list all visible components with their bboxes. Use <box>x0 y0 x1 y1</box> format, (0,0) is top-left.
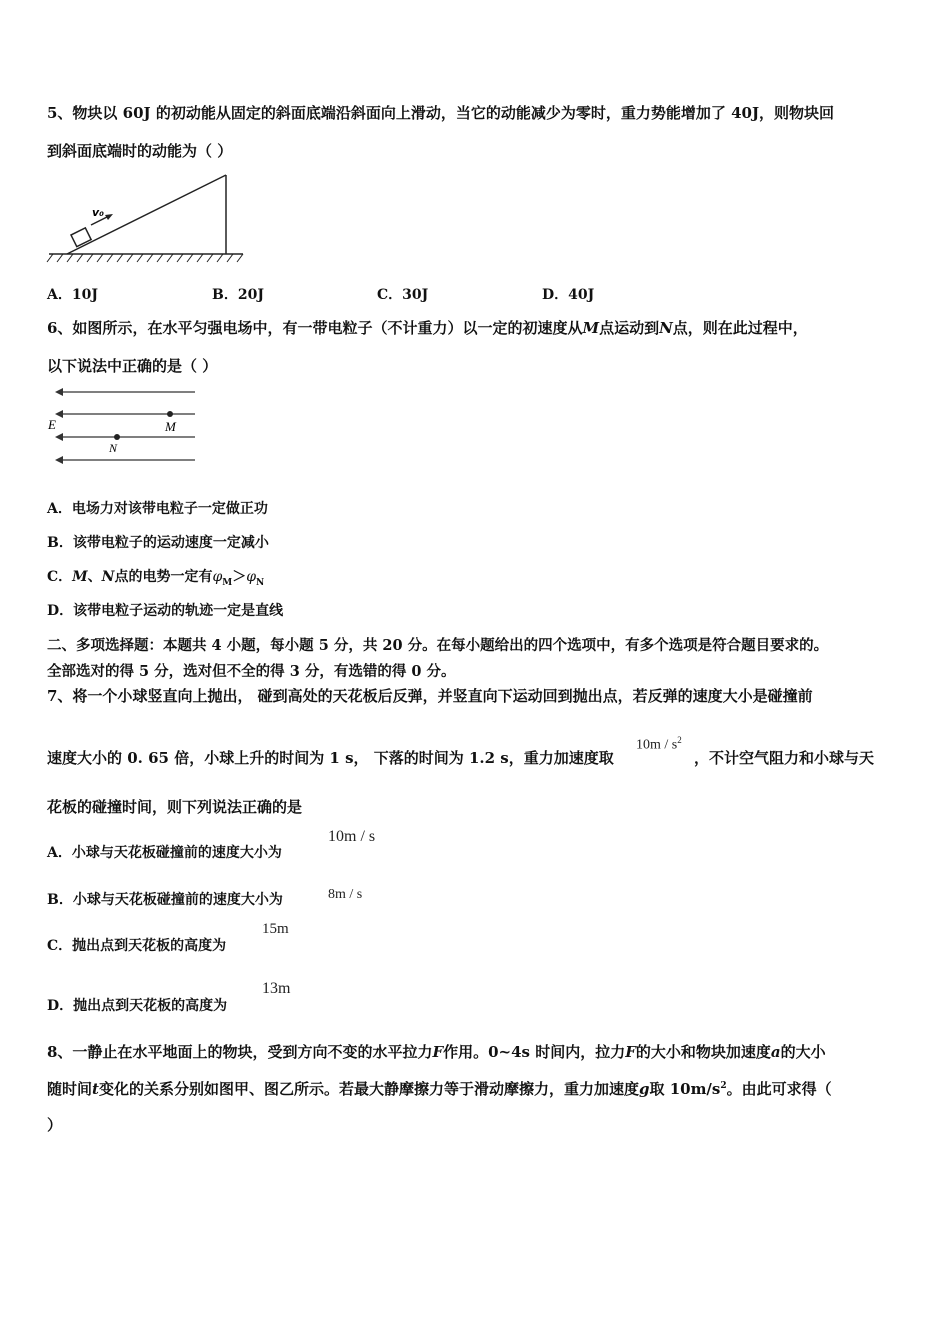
q7-text-line2b: ，不计空气阻力和小球与天 <box>694 749 875 767</box>
q7-text-line3: 花板的碰撞时间，则下列说法正确的是 <box>47 798 303 816</box>
q6-text-line1: 6、如图所示，在水平匀强电场中，有一带电粒子（不计重力）以一定的初速度从M点运动到N点，则在此过程中， <box>47 319 808 337</box>
point-n <box>114 434 120 440</box>
q7-option-d[interactable]: D．抛出点到天花板的高度为 <box>47 998 228 1014</box>
q5-text-line2: 到斜面底端时的动能为（ ） <box>47 142 233 160</box>
section2-heading-line1: 二、多项选择题：本题共 4 小题，每小题 5 分，共 20 分。在每小题给出的四个选项中，有多个选项是符合题目要求的。 <box>47 637 829 654</box>
q7-option-b-value: 8m / s <box>328 887 363 902</box>
q5-option-d[interactable]: D．40J <box>542 287 595 303</box>
q5-option-a[interactable]: A．10J <box>47 287 98 303</box>
q6-option-d[interactable]: D．该带电粒子运动的轨迹一定是直线 <box>47 603 284 619</box>
q7-option-c[interactable]: C．抛出点到天花板的高度为 <box>47 938 227 954</box>
point-n-label: N <box>109 441 118 455</box>
v0-label: v₀ <box>92 206 104 219</box>
q7-text-line1: 7、将一个小球竖直向上抛出， 碰到高处的天花板后反弹，并竖直向下运动回到抛出点，若反弹的速度大小是碰撞前 <box>47 687 813 705</box>
electric-field-figure <box>45 385 205 470</box>
q8-text-line3: ） <box>47 1116 63 1134</box>
q5-text-line1: 5、物块以 60J 的初动能从固定的斜面底端沿斜面向上滑动，当它的动能减少为零时，重力势能增加了 40J，则物块回 <box>47 104 835 122</box>
incline-slope <box>67 175 226 254</box>
point-m-label: M <box>165 419 176 434</box>
q8-text-line1: 8、一静止在水平地面上的物块，受到方向不变的水平拉力F作用。0~4s 时间内，拉力F的大小和物块加速度a的大小 <box>47 1043 826 1061</box>
q7-option-c-value: 15m <box>262 921 289 937</box>
q6-option-b[interactable]: B．该带电粒子的运动速度一定减小 <box>47 535 269 551</box>
field-label-e: E <box>48 417 56 432</box>
q6-option-c[interactable]: C．M、N点的电势一定有$\varphi_M>\varphi_N$ <box>47 569 265 588</box>
incline-figure <box>45 172 245 272</box>
q6-text-line2: 以下说法中正确的是（ ） <box>47 357 218 375</box>
q6-option-a[interactable]: A．电场力对该带电粒子一定做正功 <box>47 501 268 517</box>
q7-option-a[interactable]: A．小球与天花板碰撞前的速度大小为 <box>47 845 282 861</box>
q7-option-d-value: 13m <box>262 980 291 997</box>
q7-gravity-value: $10m / s^2$ <box>636 735 682 753</box>
q7-option-a-value: 10m / s <box>328 828 376 845</box>
q7-text-line2a: 速度大小的 0. 65 倍，小球上升的时间为 1 s， 下落的时间为 1.2 s，重力加速度取 <box>47 749 614 767</box>
q5-option-b[interactable]: B．20J <box>212 287 264 303</box>
q5-option-c[interactable]: C．30J <box>377 287 429 303</box>
section2-heading-line2: 全部选对的得 5 分，选对但不全的得 3 分，有选错的得 0 分。 <box>47 663 456 680</box>
q7-option-b[interactable]: B．小球与天花板碰撞前的速度大小为 <box>47 892 283 908</box>
point-m <box>167 411 173 417</box>
q8-text-line2: 随时间t变化的关系分别如图甲、图乙所示。若最大静摩擦力等于滑动摩擦力，重力加速度g取 $10m/s^2$。由此可求得（ <box>47 1080 832 1098</box>
